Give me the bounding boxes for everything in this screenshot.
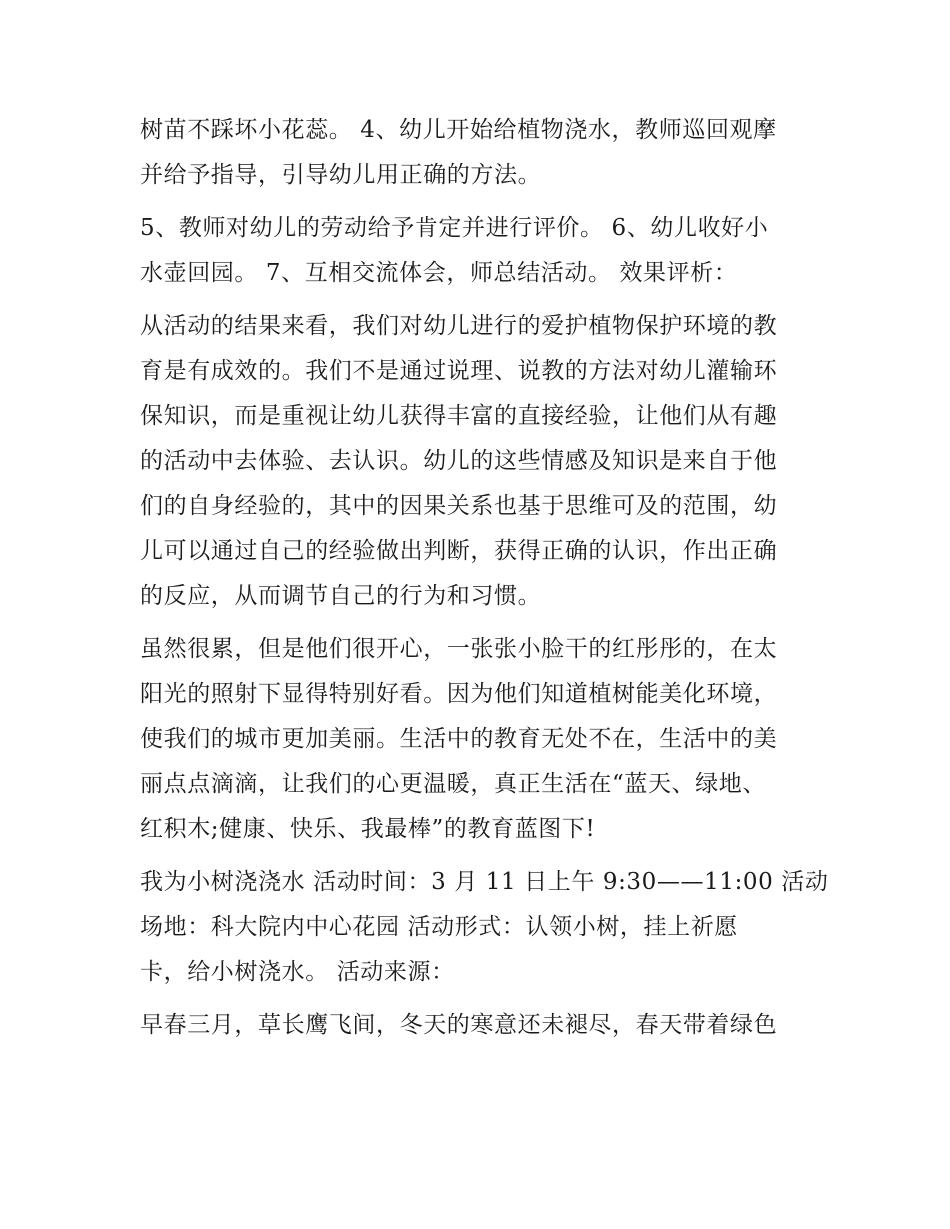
text-line: 卡，给小树浇水。 活动来源： bbox=[140, 959, 455, 985]
text-line: 的反应，从而调节自己的行为和习惯。 bbox=[140, 583, 542, 609]
text-line: 保知识，而是重视让幼儿获得丰富的直接经验，让他们从有趣 bbox=[140, 403, 778, 429]
text-line: 虽然很累，但是他们很开心，一张张小脸干的红彤彤的，在太 bbox=[140, 636, 778, 662]
text-line: 水壶回园。 7、互相交流体会，师总结活动。 效果评析： bbox=[140, 260, 738, 286]
text-line: 们的自身经验的，其中的因果关系也基于思维可及的范围，幼 bbox=[140, 493, 778, 519]
text-line: 阳光的照射下显得特别好看。因为他们知道植树能美化环境， bbox=[140, 681, 778, 707]
text-line: 场地：科大院内中心花园 活动形式：认领小树，挂上祈愿 bbox=[140, 914, 738, 940]
text-line: 并给予指导，引导幼儿用正确的方法。 bbox=[140, 162, 542, 188]
text-line: 我为小树浇浇水 活动时间：3 月 11 日上午 9:30——11:00 活动 bbox=[140, 869, 829, 895]
text-line: 早春三月，草长鹰飞间，冬天的寒意还未褪尽，春天带着绿色 bbox=[140, 1012, 778, 1038]
text-line: 使我们的城市更加美丽。生活中的教育无处不在，生活中的美 bbox=[140, 726, 778, 752]
text-line: 红积木;健康、快乐、我最棒”的教育蓝图下! bbox=[140, 816, 596, 842]
text-line: 5、教师对幼儿的劳动给予肯定并进行评价。 6、幼儿收好小 bbox=[140, 215, 769, 241]
text-line: 儿可以通过自己的经验做出判断，获得正确的认识，作出正确 bbox=[140, 538, 778, 564]
text-line: 育是有成效的。我们不是通过说理、说教的方法对幼儿灌输环 bbox=[140, 358, 778, 384]
text-line: 从活动的结果来看，我们对幼儿进行的爱护植物保护环境的教 bbox=[140, 313, 778, 339]
text-line: 丽点点滴滴，让我们的心更温暖，真正生活在“蓝天、绿地、 bbox=[140, 771, 766, 797]
text-line: 树苗不踩坏小花蕊。 4、幼儿开始给植物浇水，教师巡回观摩 bbox=[140, 117, 777, 143]
document-body bbox=[140, 108, 829, 1048]
text-line: 的活动中去体验、去认识。幼儿的这些情感及知识是来自于他 bbox=[140, 448, 778, 474]
